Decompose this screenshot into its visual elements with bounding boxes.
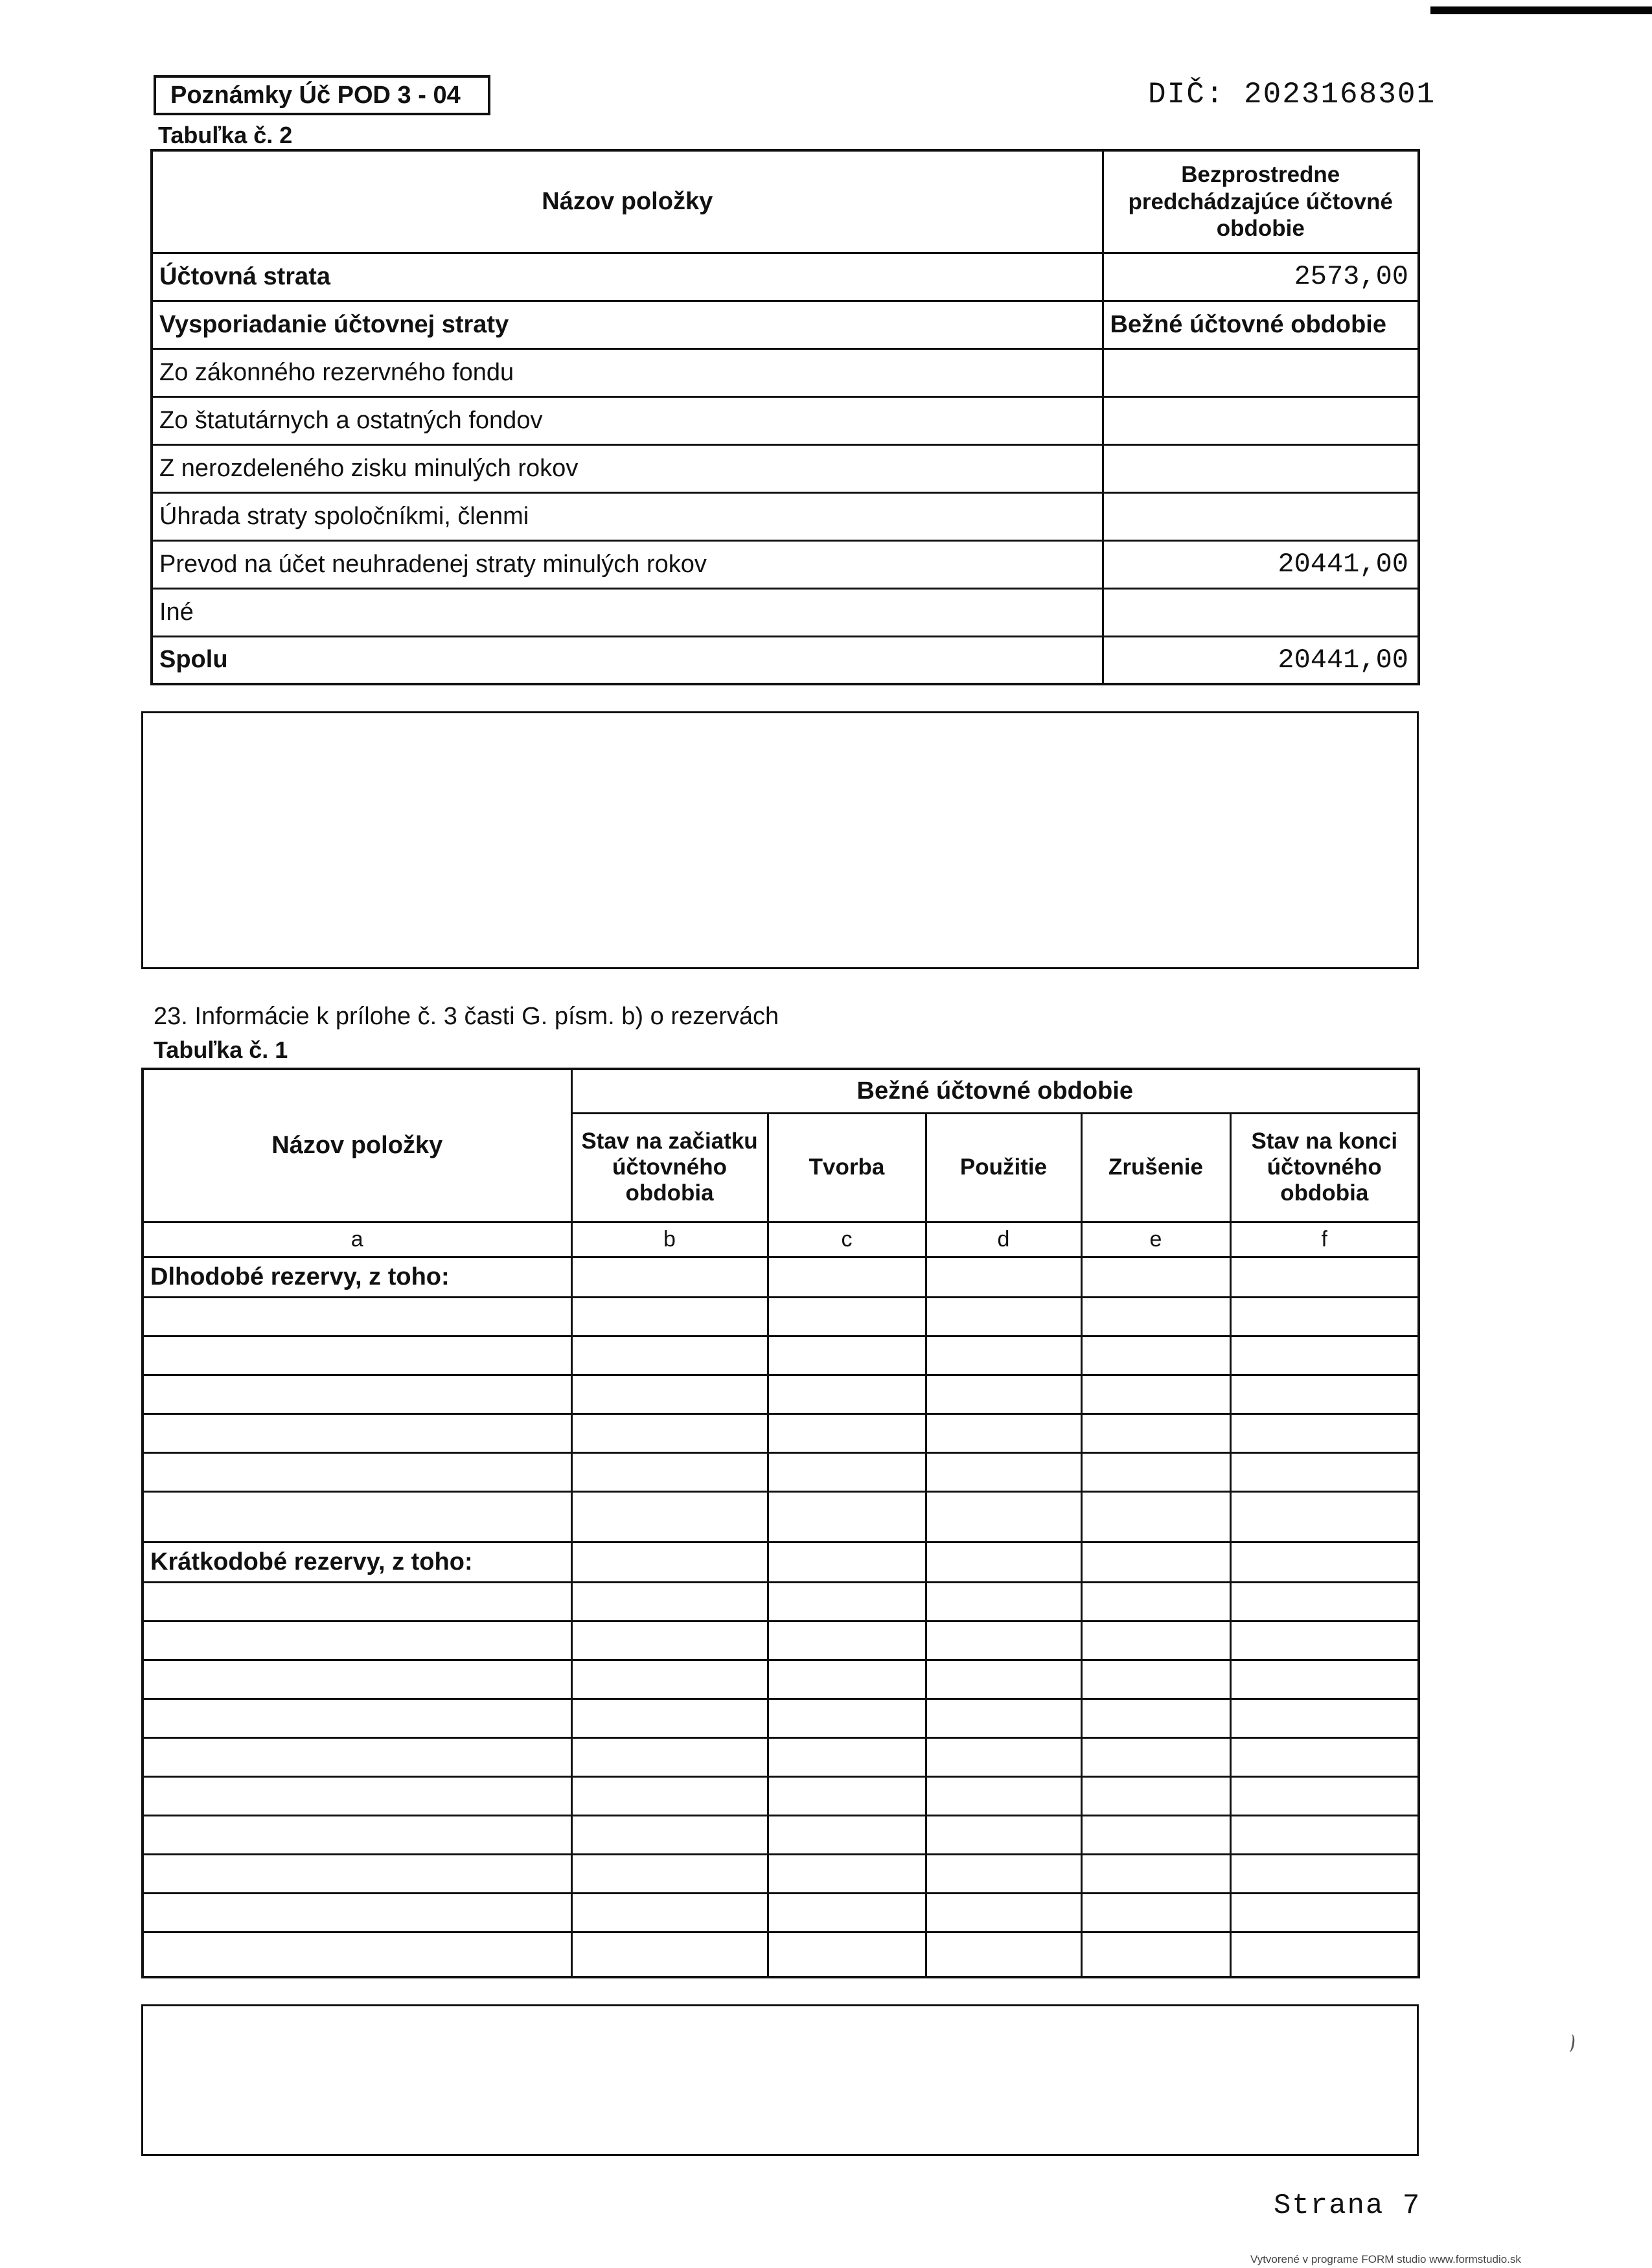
column-header-cancellation: Zrušenie <box>1081 1113 1230 1222</box>
table-row <box>152 444 1419 492</box>
empty-cell <box>1230 1932 1419 1977</box>
empty-cell <box>768 1893 926 1932</box>
empty-cell <box>926 1582 1081 1621</box>
row-label: Iné <box>152 588 1103 636</box>
empty-cell <box>1081 1336 1230 1375</box>
reserves-table <box>141 1068 1420 1978</box>
empty-cell <box>1081 1776 1230 1815</box>
empty-row <box>143 1375 1419 1414</box>
empty-row <box>143 1414 1419 1452</box>
empty-cell <box>1230 1452 1419 1491</box>
table-header-row <box>143 1069 1419 1113</box>
empty-row <box>143 1854 1419 1893</box>
row-label: Spolu <box>152 636 1103 684</box>
empty-cell <box>1230 1815 1419 1854</box>
empty-cell <box>926 1257 1081 1297</box>
empty-row <box>143 1297 1419 1336</box>
empty-cell <box>1081 1452 1230 1491</box>
empty-cell <box>1230 1776 1419 1815</box>
column-header-closing-balance: Stav na konci účtovného obdobia <box>1230 1113 1419 1222</box>
notes-text-box-2 <box>141 2004 1419 2156</box>
table-row <box>152 540 1419 588</box>
empty-cell <box>1081 1491 1230 1542</box>
row-label: Krátkodobé rezervy, z toho: <box>143 1542 571 1582</box>
letter-cell: d <box>926 1222 1081 1257</box>
letter-cell: f <box>1230 1222 1419 1257</box>
empty-cell <box>571 1932 768 1977</box>
row-label: Dlhodobé rezervy, z toho: <box>143 1257 571 1297</box>
empty-cell <box>1230 1297 1419 1336</box>
empty-cell <box>143 1699 571 1737</box>
empty-cell <box>143 1582 571 1621</box>
empty-cell <box>768 1737 926 1776</box>
empty-cell <box>143 1621 571 1660</box>
row-value: 2573,00 <box>1103 253 1419 301</box>
empty-cell <box>571 1660 768 1699</box>
row-label: Prevod na účet neuhradenej straty minulých rokov <box>152 540 1103 588</box>
empty-cell <box>143 1776 571 1815</box>
letter-cell: b <box>571 1222 768 1257</box>
empty-cell <box>926 1297 1081 1336</box>
row-label: Zo zákonného rezervného fondu <box>152 349 1103 396</box>
table-row <box>152 349 1419 396</box>
table-row <box>143 1542 1419 1582</box>
empty-cell <box>926 1699 1081 1737</box>
empty-cell <box>768 1257 926 1297</box>
empty-cell <box>1230 1491 1419 1542</box>
table-row <box>152 253 1419 301</box>
empty-row <box>143 1815 1419 1854</box>
empty-cell <box>768 1414 926 1452</box>
empty-cell <box>926 1776 1081 1815</box>
empty-row <box>143 1491 1419 1542</box>
empty-cell <box>1230 1737 1419 1776</box>
table2-caption: Tabuľka č. 2 <box>158 122 293 148</box>
empty-cell <box>143 1854 571 1893</box>
empty-cell <box>768 1660 926 1699</box>
empty-row <box>143 1452 1419 1491</box>
empty-cell <box>1230 1542 1419 1582</box>
empty-cell <box>1230 1699 1419 1737</box>
empty-cell <box>768 1491 926 1542</box>
empty-cell <box>1081 1375 1230 1414</box>
empty-cell <box>768 1854 926 1893</box>
dic-number: DIČ: 2023168301 <box>1148 78 1436 111</box>
empty-cell <box>1081 1297 1230 1336</box>
empty-cell <box>571 1582 768 1621</box>
empty-cell <box>143 1893 571 1932</box>
column-header-item-name: Názov položky <box>152 150 1103 253</box>
empty-cell <box>143 1660 571 1699</box>
letter-cell: e <box>1081 1222 1230 1257</box>
empty-cell <box>926 1815 1081 1854</box>
letter-cell: c <box>768 1222 926 1257</box>
empty-cell <box>1230 1621 1419 1660</box>
empty-cell <box>1230 1257 1419 1297</box>
empty-cell <box>143 1336 571 1375</box>
table-row <box>152 636 1419 684</box>
table-header-row <box>152 150 1419 253</box>
empty-cell <box>1081 1542 1230 1582</box>
empty-cell <box>768 1776 926 1815</box>
form-label: Poznámky Úč POD 3 - 04 <box>170 81 461 109</box>
empty-row <box>143 1776 1419 1815</box>
empty-cell <box>143 1375 571 1414</box>
row-value <box>1103 588 1419 636</box>
column-header-item-name: Názov položky <box>143 1069 571 1222</box>
empty-cell <box>571 1257 768 1297</box>
empty-cell <box>571 1776 768 1815</box>
row-value <box>1103 349 1419 396</box>
empty-cell <box>143 1414 571 1452</box>
empty-cell <box>926 1737 1081 1776</box>
row-value: 20441,00 <box>1103 636 1419 684</box>
empty-cell <box>768 1699 926 1737</box>
loss-settlement-table <box>150 149 1420 685</box>
empty-cell <box>926 1375 1081 1414</box>
empty-cell <box>1081 1699 1230 1737</box>
row-label: Účtovná strata <box>152 253 1103 301</box>
empty-cell <box>571 1452 768 1491</box>
empty-cell <box>1081 1414 1230 1452</box>
empty-cell <box>1230 1893 1419 1932</box>
letter-row <box>143 1222 1419 1257</box>
empty-cell <box>768 1582 926 1621</box>
empty-cell <box>571 1699 768 1737</box>
empty-cell <box>1230 1414 1419 1452</box>
empty-cell <box>768 1542 926 1582</box>
empty-cell <box>1081 1932 1230 1977</box>
empty-row <box>143 1336 1419 1375</box>
empty-row <box>143 1932 1419 1977</box>
empty-cell <box>1230 1336 1419 1375</box>
empty-cell <box>143 1932 571 1977</box>
empty-cell <box>571 1893 768 1932</box>
empty-cell <box>1081 1660 1230 1699</box>
table-row <box>143 1257 1419 1297</box>
empty-cell <box>926 1854 1081 1893</box>
empty-cell <box>1081 1621 1230 1660</box>
row-value: 20441,00 <box>1103 540 1419 588</box>
empty-cell <box>571 1854 768 1893</box>
empty-cell <box>143 1452 571 1491</box>
row-label: Vysporiadanie účtovnej straty <box>152 301 1103 349</box>
empty-cell <box>571 1542 768 1582</box>
column-header-use: Použitie <box>926 1113 1081 1222</box>
scan-artifact-mark <box>1566 2033 1576 2052</box>
empty-cell <box>571 1336 768 1375</box>
empty-cell <box>1230 1582 1419 1621</box>
empty-cell <box>1081 1815 1230 1854</box>
row-value <box>1103 396 1419 444</box>
form-label-box <box>154 75 490 115</box>
empty-cell <box>143 1491 571 1542</box>
empty-cell <box>926 1491 1081 1542</box>
empty-cell <box>571 1297 768 1336</box>
empty-cell <box>143 1815 571 1854</box>
column-header-creation: Tvorba <box>768 1113 926 1222</box>
empty-cell <box>571 1491 768 1542</box>
empty-cell <box>1230 1854 1419 1893</box>
row-value <box>1103 492 1419 540</box>
page-number: Strana 7 <box>1274 2190 1421 2222</box>
empty-row <box>143 1660 1419 1699</box>
empty-cell <box>926 1621 1081 1660</box>
column-header-opening-balance: Stav na začiatku účtovného obdobia <box>571 1113 768 1222</box>
empty-cell <box>1230 1660 1419 1699</box>
empty-cell <box>1081 1737 1230 1776</box>
table-row <box>152 492 1419 540</box>
section-heading: 23. Informácie k prílohe č. 3 časti G. písm. b) o rezervách <box>154 1003 779 1030</box>
empty-row <box>143 1737 1419 1776</box>
empty-row <box>143 1582 1419 1621</box>
empty-cell <box>926 1414 1081 1452</box>
empty-cell <box>768 1452 926 1491</box>
group-header-current-period: Bežné účtovné obdobie <box>571 1069 1419 1113</box>
column-header-previous-period: Bezprostredne predchádzajúce účtovné obdobie <box>1103 150 1419 253</box>
empty-cell <box>926 1452 1081 1491</box>
row-label: Úhrada straty spoločníkmi, členmi <box>152 492 1103 540</box>
table-row <box>152 588 1419 636</box>
empty-cell <box>1230 1375 1419 1414</box>
notes-text-box <box>141 711 1419 969</box>
empty-cell <box>768 1932 926 1977</box>
empty-row <box>143 1893 1419 1932</box>
empty-cell <box>571 1414 768 1452</box>
empty-cell <box>926 1336 1081 1375</box>
row-label: Zo štatutárnych a ostatných fondov <box>152 396 1103 444</box>
empty-cell <box>926 1542 1081 1582</box>
empty-cell <box>768 1815 926 1854</box>
table-row <box>152 396 1419 444</box>
empty-cell <box>571 1375 768 1414</box>
empty-row <box>143 1621 1419 1660</box>
table-row <box>152 301 1419 349</box>
empty-cell <box>1081 1893 1230 1932</box>
table1-caption: Tabuľka č. 1 <box>154 1037 288 1063</box>
scan-artifact-bar <box>1430 6 1652 14</box>
empty-cell <box>143 1737 571 1776</box>
empty-cell <box>1081 1582 1230 1621</box>
empty-cell <box>571 1621 768 1660</box>
letter-cell: a <box>143 1222 571 1257</box>
empty-cell <box>1081 1257 1230 1297</box>
empty-cell <box>571 1737 768 1776</box>
empty-cell <box>926 1893 1081 1932</box>
empty-cell <box>926 1660 1081 1699</box>
empty-cell <box>1081 1854 1230 1893</box>
empty-cell <box>571 1815 768 1854</box>
empty-cell <box>926 1932 1081 1977</box>
empty-cell <box>768 1336 926 1375</box>
empty-cell <box>768 1297 926 1336</box>
empty-cell <box>768 1621 926 1660</box>
row-label: Z nerozdeleného zisku minulých rokov <box>152 444 1103 492</box>
footer-credit: Vytvorené v programe FORM studio www.formstudio.sk <box>1250 2253 1521 2265</box>
row-value <box>1103 444 1419 492</box>
empty-cell <box>768 1375 926 1414</box>
row-value-subheader: Bežné účtovné obdobie <box>1103 301 1419 349</box>
empty-cell <box>143 1297 571 1336</box>
empty-row <box>143 1699 1419 1737</box>
